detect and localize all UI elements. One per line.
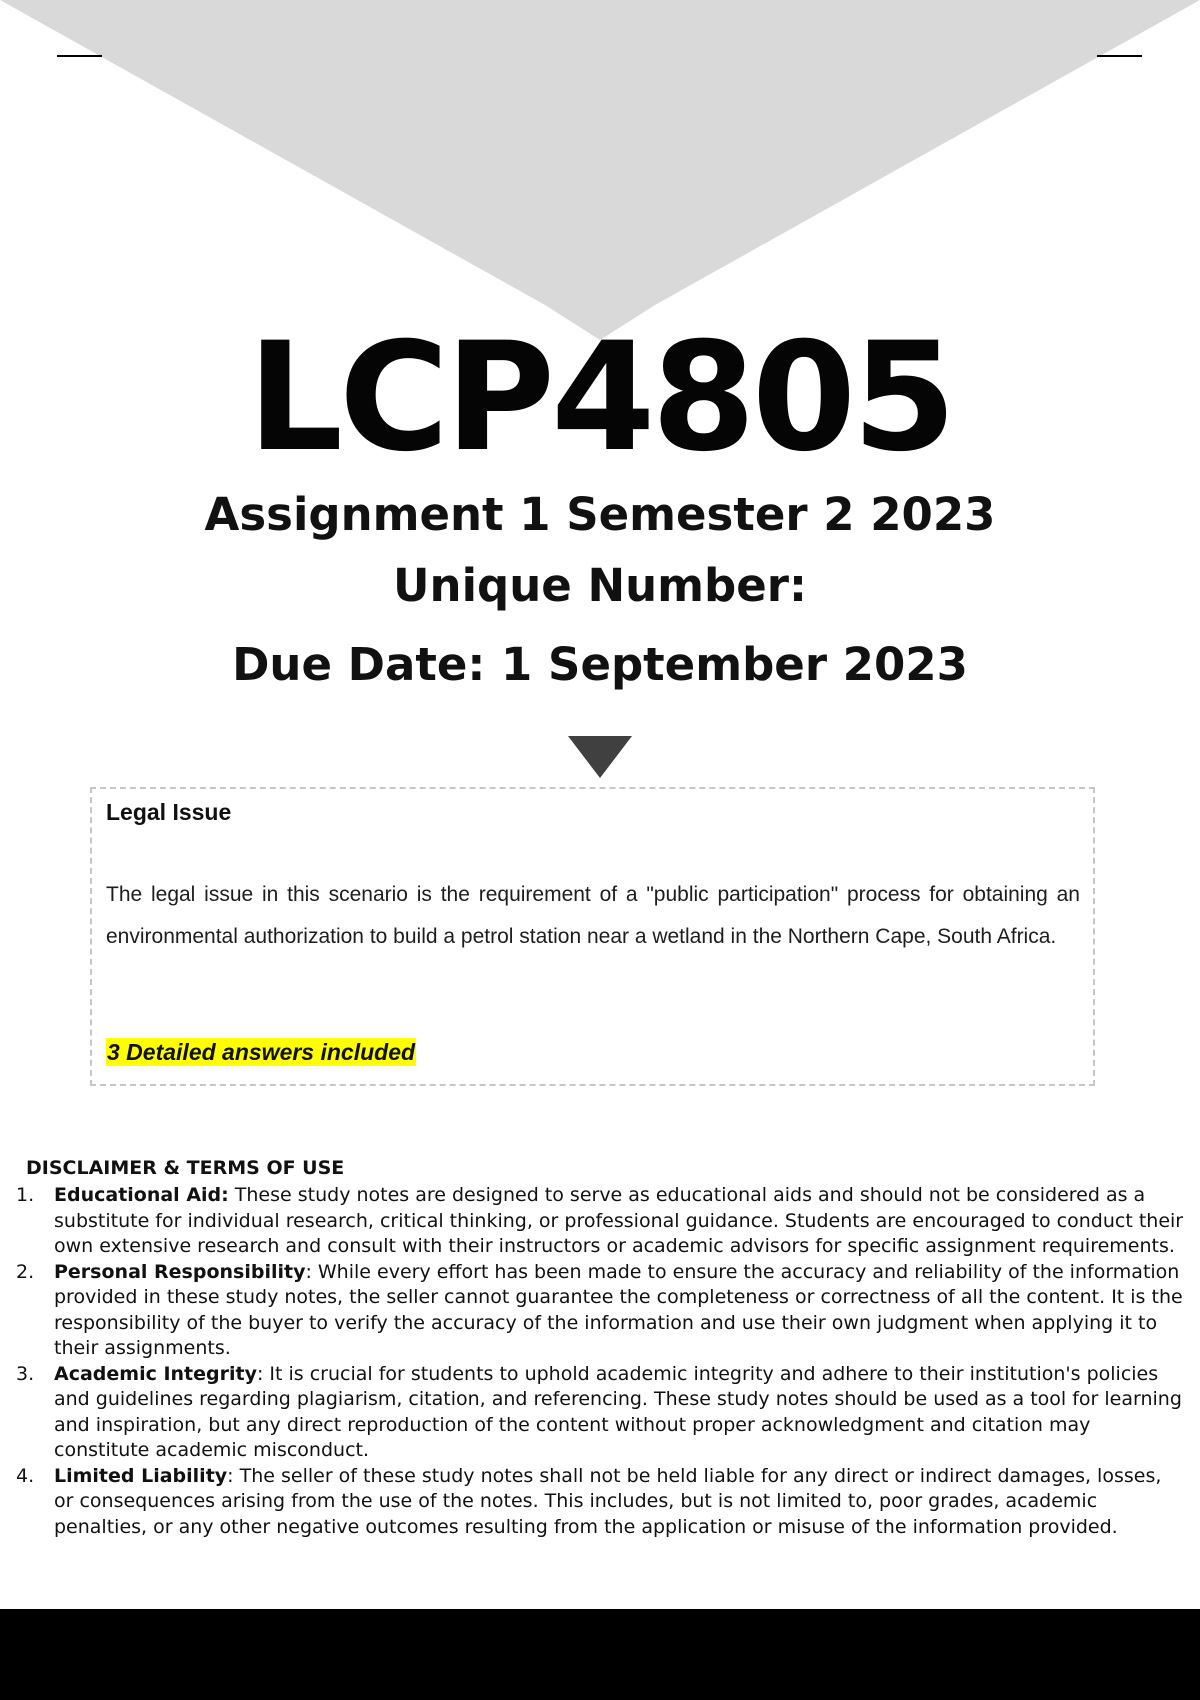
right-corner-mark bbox=[1097, 55, 1142, 57]
course-code-title: LCP4805 bbox=[247, 311, 953, 485]
disclaimer-item-number: 2. bbox=[16, 1260, 35, 1283]
disclaimer-item-text: : It is crucial for students to uphold academic integrity and adhere to their institution's policies and guidelines regarding plagiarism, citation, and referencing. These study notes should be used as a tool for learning and inspiration, but any direct reproduction of the content without proper acknowledgment and citation may constitute academic misconduct. bbox=[54, 1362, 1182, 1461]
down-arrow-icon bbox=[568, 736, 632, 778]
disclaimer-item-label: Personal Responsibility bbox=[54, 1260, 306, 1283]
disclaimer-item-limited-liability bbox=[16, 1464, 1186, 1541]
disclaimer-item-academic-integrity bbox=[16, 1362, 1186, 1464]
disclaimer-heading: DISCLAIMER & TERMS OF USE bbox=[26, 1157, 345, 1179]
left-corner-mark bbox=[57, 55, 102, 57]
disclaimer-item-personal-responsibility bbox=[16, 1260, 1186, 1362]
disclaimer-item-number: 1. bbox=[16, 1184, 35, 1206]
disclaimer-item-number: 3. bbox=[16, 1362, 35, 1385]
top-chevron-decoration bbox=[0, 0, 1200, 340]
disclaimer-item-text: : While every effort has been made to ensure the accuracy and reliability of the information provided in these study notes, the seller cannot guarantee the completeness or correctness of all the content. It is the responsibility of the buyer to verify the accuracy of the information and use their own judgment when applying it to their assignments. bbox=[54, 1260, 1183, 1359]
disclaimer-list bbox=[16, 1183, 1186, 1540]
disclaimer-item-educational-aid bbox=[16, 1183, 1186, 1260]
disclaimer-item-text: : The seller of these study notes shall not be held liable for any direct or indirect damages, losses, or consequences arising from the use of the notes. This includes, but is not limited to, poor grades, academic penalties, or any other negative outcomes resulting from the application or misuse of the information provided. bbox=[54, 1464, 1162, 1538]
assignment-title: Assignment 1 Semester 2 2023 bbox=[204, 488, 996, 541]
unique-number-label: Unique Number: bbox=[393, 559, 807, 612]
answers-included-highlight: 3 Detailed answers included bbox=[107, 1039, 416, 1065]
disclaimer-item-number: 4. bbox=[16, 1464, 35, 1487]
due-date: Due Date: 1 September 2023 bbox=[232, 638, 968, 691]
legal-issue-heading: Legal Issue bbox=[106, 799, 232, 825]
disclaimer-item-label: Academic Integrity bbox=[54, 1362, 257, 1385]
disclaimer-item-label: Educational Aid: bbox=[54, 1184, 229, 1206]
disclaimer-item-text: These study notes are designed to serve as educational aids and should not be considered as a substitute for individual research, critical thinking, or professional guidance. Students are encouraged to conduct their own extensive research and consult with their instructors or academic advisors for specific assignment requirements. bbox=[54, 1184, 1184, 1257]
disclaimer-item-label: Limited Liability bbox=[54, 1464, 228, 1487]
legal-issue-body: The legal issue in this scenario is the requirement of a "public participation" process for obtaining an environmental authorization to build a petrol station near a wetland in the Northern Cape, South Africa. bbox=[106, 883, 1080, 948]
bottom-black-bar bbox=[0, 1609, 1200, 1700]
legal-issue-box bbox=[90, 787, 1095, 1086]
